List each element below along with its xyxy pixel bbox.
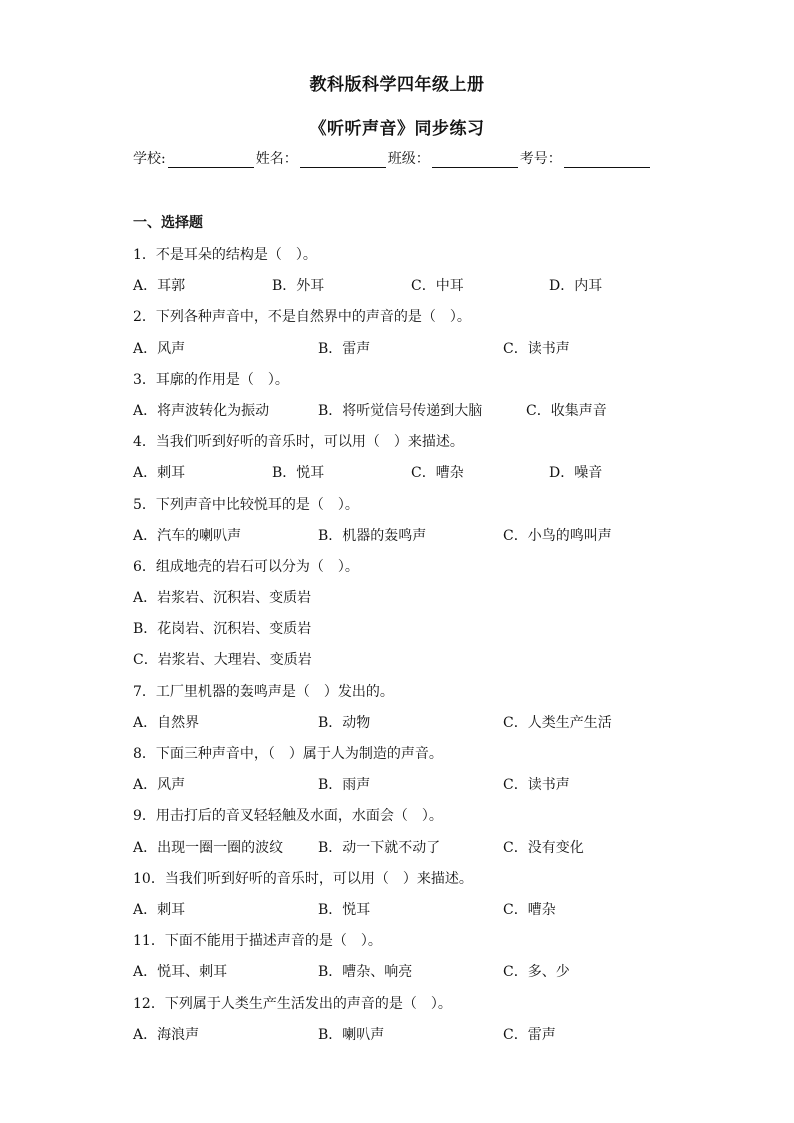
id-blank[interactable]: [564, 151, 650, 168]
answer-option[interactable]: C．读书声: [503, 777, 570, 794]
question-stem: 10．当我们听到好听的音乐时，可以用（ ）来描述。: [133, 870, 473, 887]
question-stem: 4．当我们听到好听的音乐时，可以用（ ）来描述。: [133, 434, 464, 451]
answer-option[interactable]: C．小鸟的鸣叫声: [503, 527, 612, 544]
id-label: 考号：: [519, 151, 562, 167]
question-stem: 1．不是耳朵的结构是（ ）。: [133, 247, 317, 263]
answer-option[interactable]: B．悦耳: [272, 465, 325, 482]
answer-option[interactable]: C．读书声: [503, 340, 570, 357]
answer-option[interactable]: B．悦耳: [318, 901, 371, 918]
answer-option[interactable]: A．汽车的喇叭声: [133, 527, 242, 544]
options-row: [133, 521, 693, 552]
class-label: 班级：: [387, 151, 430, 167]
options-row: [133, 770, 693, 801]
answer-option[interactable]: C．嘈杂: [411, 465, 464, 482]
answer-option[interactable]: D．内耳: [549, 278, 603, 295]
answer-option[interactable]: A．刺耳: [133, 901, 186, 918]
answer-option[interactable]: A．风声: [133, 777, 186, 794]
answer-option[interactable]: C．雷声: [503, 1026, 556, 1043]
answer-option[interactable]: B．将听觉信号传递到大脑: [318, 402, 483, 419]
school-label: 学校:: [133, 151, 166, 167]
options-row: [133, 957, 693, 988]
question-list: [133, 240, 693, 1051]
answer-option[interactable]: A．岩浆岩、沉积岩、变质岩: [133, 590, 312, 607]
page-title: 教科版科学四年级上册: [309, 75, 485, 95]
school-blank[interactable]: [168, 151, 254, 168]
options-row: [133, 1020, 693, 1051]
answer-option[interactable]: C．多、少: [503, 964, 570, 981]
options-row: [133, 396, 693, 427]
answer-option[interactable]: C．岩浆岩、大理岩、变质岩: [133, 652, 312, 669]
answer-option[interactable]: A．刺耳: [133, 465, 186, 482]
answer-option[interactable]: A．自然界: [133, 714, 200, 731]
options-row: [133, 708, 693, 739]
section-title: 一、选择题: [133, 215, 203, 231]
answer-option[interactable]: B．喇叭声: [318, 1026, 385, 1043]
answer-option[interactable]: C．人类生产生活: [503, 714, 612, 731]
answer-option[interactable]: B．机器的轰鸣声: [318, 527, 427, 544]
options-row: [133, 334, 693, 365]
options-row: [133, 833, 693, 864]
answer-option[interactable]: B．动物: [318, 714, 371, 731]
options-row: [133, 458, 693, 489]
options-row: [133, 271, 693, 302]
name-blank[interactable]: [300, 151, 386, 168]
answer-option[interactable]: A．悦耳、刺耳: [133, 964, 228, 981]
answer-option[interactable]: B．雷声: [318, 340, 371, 357]
answer-option[interactable]: B．动一下就不动了: [318, 839, 441, 856]
answer-option[interactable]: C．没有变化: [503, 839, 584, 856]
answer-option[interactable]: D．噪音: [549, 465, 603, 482]
name-label: 姓名：: [255, 151, 298, 167]
question-stem: 3．耳廓的作用是（ ）。: [133, 371, 289, 388]
answer-option[interactable]: A．海浪声: [133, 1026, 200, 1043]
answer-option[interactable]: C．嘈杂: [503, 901, 556, 918]
answer-option[interactable]: A．将声波转化为振动: [133, 402, 270, 419]
question-stem: 12．下列属于人类生产生活发出的声音的是（ ）。: [133, 995, 452, 1012]
answer-option[interactable]: C．中耳: [411, 278, 464, 295]
question-stem: 8．下面三种声音中，（ ）属于人为制造的声音。: [133, 746, 443, 762]
question-stem: 5．下列声音中比较悦耳的是（ ）。: [133, 496, 359, 513]
class-blank[interactable]: [432, 151, 518, 168]
answer-option[interactable]: A．风声: [133, 340, 186, 357]
question-stem: 2．下列各种声音中，不是自然界中的声音的是（ ）。: [133, 309, 471, 326]
question-stem: 11．下面不能用于描述声音的是（ ）。: [133, 933, 382, 950]
student-info-line: [133, 148, 652, 168]
answer-option[interactable]: B．雨声: [318, 777, 371, 794]
answer-option[interactable]: A．出现一圈一圈的波纹: [133, 839, 284, 856]
question-stem: 7．工厂里机器的轰鸣声是（ ）发出的。: [133, 683, 394, 700]
answer-option[interactable]: C．收集声音: [526, 402, 607, 419]
answer-option[interactable]: B．花岗岩、沉积岩、变质岩: [133, 621, 312, 638]
question-stem: 9．用击打后的音叉轻轻触及水面，水面会（ ）。: [133, 808, 443, 825]
question-stem: 6．组成地壳的岩石可以分为（ ）。: [133, 558, 359, 575]
answer-option[interactable]: B．外耳: [272, 278, 325, 295]
options-row: [133, 895, 693, 926]
page-subtitle: 《听听声音》同步练习: [309, 119, 485, 139]
answer-option[interactable]: A．耳郭: [133, 278, 186, 295]
answer-option[interactable]: B．嘈杂、响亮: [318, 964, 413, 981]
